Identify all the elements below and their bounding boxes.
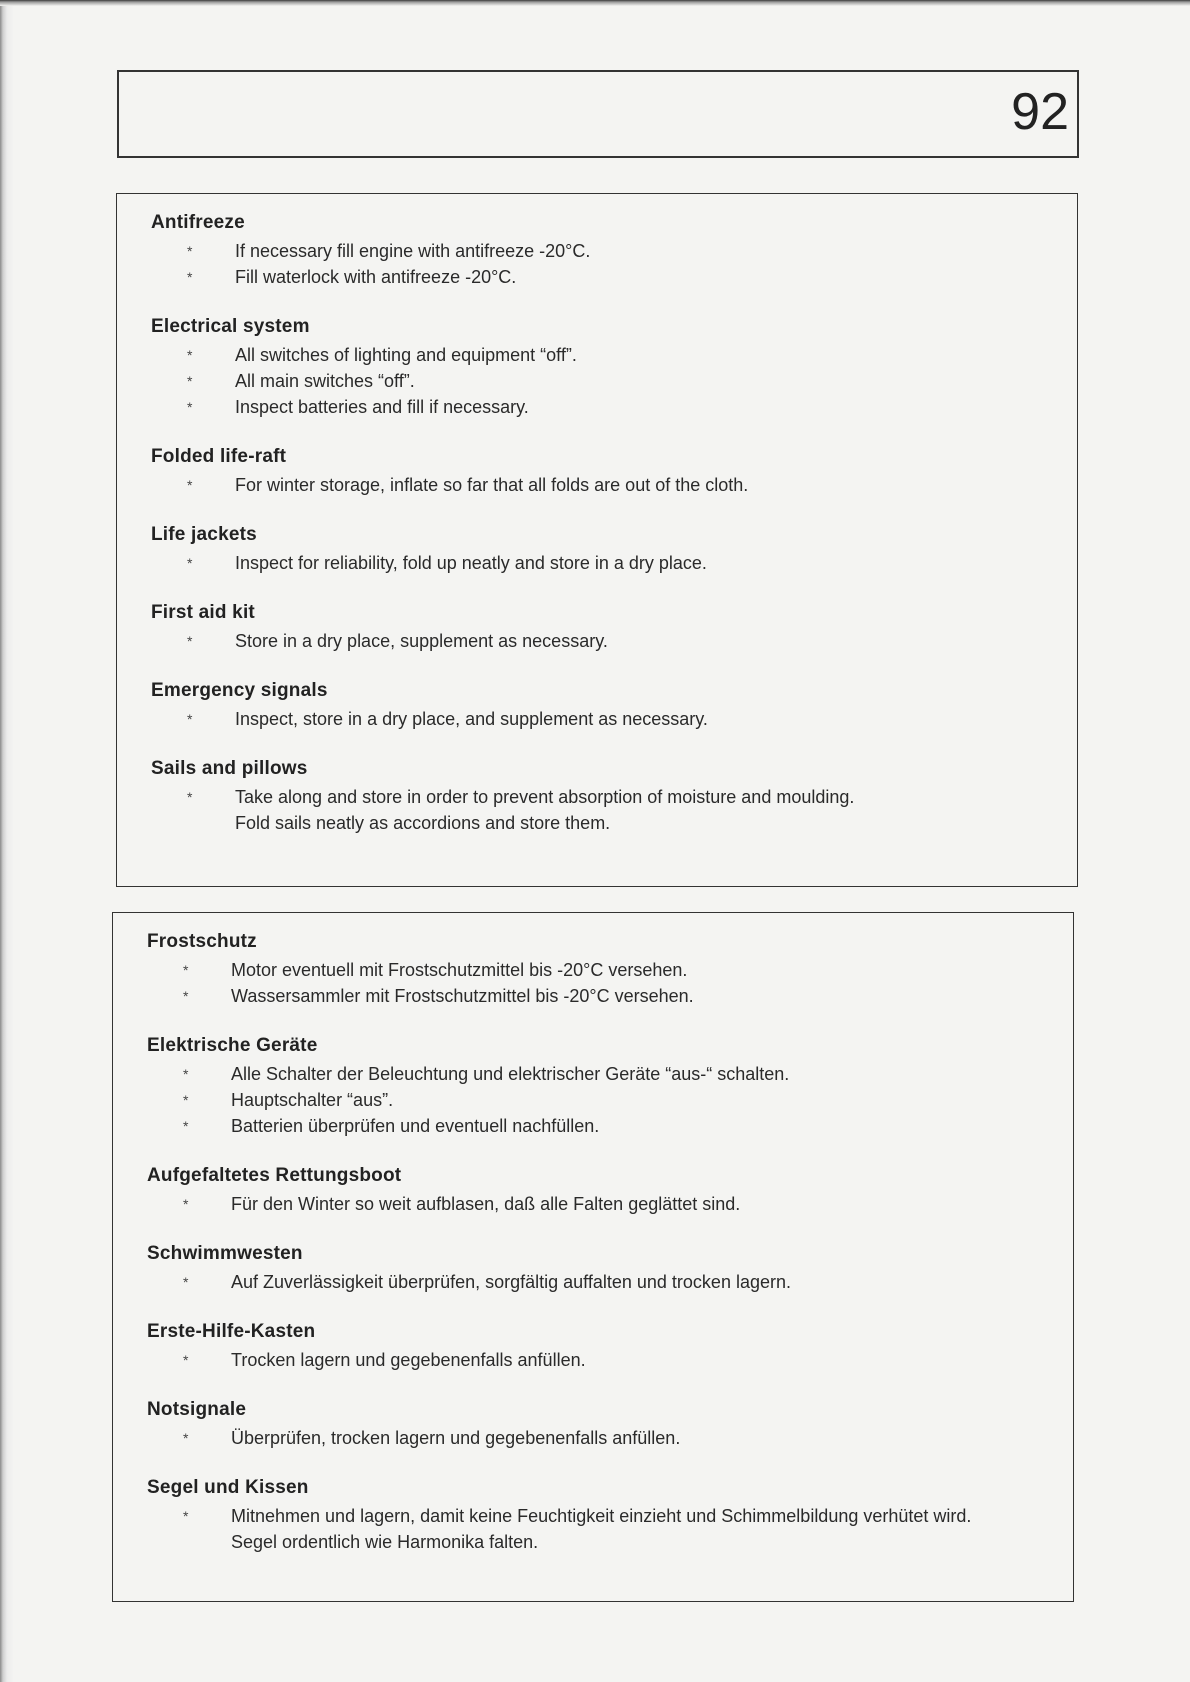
group-title: Aufgefaltetes Rettungsboot: [147, 1165, 402, 1186]
bullet-text: Segel ordentlich wie Harmonika falten.: [231, 1532, 539, 1552]
bullet-list: [151, 342, 1077, 420]
bullet-list: [151, 472, 1077, 498]
checklist-group-folded-life-raft: [151, 446, 1077, 498]
bullet-item: [147, 983, 1073, 1009]
english-section: [116, 193, 1078, 887]
bullet-text: Fill waterlock with antifreeze -20°C.: [235, 267, 517, 287]
bullet-item: [147, 1191, 1073, 1217]
bullet-text: Motor eventuell mit Frostschutzmittel bis -20°C versehen.: [231, 960, 688, 980]
bullet-item: [151, 550, 1077, 576]
checklist-group-sails-and-pillows: [151, 758, 1077, 836]
bullet-text: If necessary fill engine with antifreeze -20°C.: [235, 241, 591, 261]
bullet-list: [147, 1269, 1073, 1295]
checklist-group-first-aid-kit: [151, 602, 1077, 654]
checklist-group-erste-hilfe-kasten: [147, 1321, 1073, 1373]
bullet-text: Store in a dry place, supplement as necessary.: [235, 631, 608, 651]
bullet-text: Hauptschalter “aus”.: [231, 1090, 394, 1110]
asterisk-bullet-icon: *: [183, 1508, 189, 1524]
group-title: Erste-Hilfe-Kasten: [147, 1321, 316, 1342]
group-title: Notsignale: [147, 1399, 247, 1420]
bullet-item: [147, 1269, 1073, 1295]
asterisk-bullet-icon: *: [183, 1352, 189, 1368]
checklist-group-life-jackets: [151, 524, 1077, 576]
checklist-group-notsignale: [147, 1399, 1073, 1451]
bullet-text: Wassersammler mit Frostschutzmittel bis -20°C versehen.: [231, 986, 694, 1006]
asterisk-bullet-icon: *: [187, 711, 193, 727]
bullet-item: [147, 1503, 1073, 1555]
asterisk-bullet-icon: *: [187, 399, 193, 415]
bullet-item: [147, 957, 1073, 983]
group-title: Segel und Kissen: [147, 1477, 309, 1498]
checklist-group-emergency-signals: [151, 680, 1077, 732]
bullet-text: All main switches “off”.: [235, 371, 415, 391]
bullet-text: Mitnehmen und lagern, damit keine Feuchtigkeit einzieht und Schimmelbildung verhütet wird.: [231, 1506, 972, 1526]
bullet-item: [151, 238, 1077, 264]
asterisk-bullet-icon: *: [183, 1066, 189, 1082]
group-title: Schwimmwesten: [147, 1243, 303, 1264]
checklist-group-frostschutz: [147, 931, 1073, 1009]
bullet-item: [151, 784, 1077, 836]
asterisk-bullet-icon: *: [187, 633, 193, 649]
bullet-item: [147, 1087, 1073, 1113]
bullet-item: [151, 264, 1077, 290]
bullet-text: Inspect, store in a dry place, and supplement as necessary.: [235, 709, 708, 729]
bullet-item: [151, 342, 1077, 368]
bullet-text: Für den Winter so weit aufblasen, daß alle Falten geglättet sind.: [231, 1194, 741, 1214]
asterisk-bullet-icon: *: [187, 347, 193, 363]
group-title: Emergency signals: [151, 680, 328, 701]
bullet-list: [147, 1503, 1073, 1555]
bullet-item: [151, 628, 1077, 654]
bullet-list: [147, 1425, 1073, 1451]
asterisk-bullet-icon: *: [183, 1092, 189, 1108]
bullet-list: [147, 1347, 1073, 1373]
bullet-text: Trocken lagern und gegebenenfalls anfüllen.: [231, 1350, 586, 1370]
bullet-text: All switches of lighting and equipment “off”.: [235, 345, 577, 365]
page-header-box: [117, 70, 1079, 158]
bullet-text: Take along and store in order to prevent absorption of moisture and moulding.: [235, 787, 855, 807]
bullet-item: [147, 1347, 1073, 1373]
bullet-list: [151, 706, 1077, 732]
checklist-group-antifreeze: [151, 212, 1077, 290]
group-title: First aid kit: [151, 602, 255, 623]
bullet-text: Inspect batteries and fill if necessary.: [235, 397, 529, 417]
bullet-list: [151, 628, 1077, 654]
asterisk-bullet-icon: *: [183, 1196, 189, 1212]
bullet-list: [151, 238, 1077, 290]
group-title: Sails and pillows: [151, 758, 308, 779]
group-title: Folded life-raft: [151, 446, 287, 467]
bullet-list: [147, 957, 1073, 1009]
group-title: Frostschutz: [147, 931, 257, 952]
bullet-item: [147, 1425, 1073, 1451]
bullet-item: [151, 706, 1077, 732]
asterisk-bullet-icon: *: [183, 962, 189, 978]
checklist-group-aufgefaltetes-rettungsboot: [147, 1165, 1073, 1217]
asterisk-bullet-icon: *: [187, 243, 193, 259]
page-edge-shadow: [0, 0, 14, 1682]
bullet-text: Inspect for reliability, fold up neatly and store in a dry place.: [235, 553, 707, 573]
asterisk-bullet-icon: *: [183, 1430, 189, 1446]
group-title: Elektrische Geräte: [147, 1035, 318, 1056]
page-top-edge: [0, 0, 1190, 6]
group-title: Electrical system: [151, 316, 310, 337]
bullet-item: [147, 1061, 1073, 1087]
bullet-item: [151, 394, 1077, 420]
bullet-text: Alle Schalter der Beleuchtung und elektrischer Geräte “aus-“ schalten.: [231, 1064, 790, 1084]
bullet-text: Überprüfen, trocken lagern und gegebenenfalls anfüllen.: [231, 1428, 681, 1448]
asterisk-bullet-icon: *: [187, 373, 193, 389]
bullet-text: For winter storage, inflate so far that all folds are out of the cloth.: [235, 475, 749, 495]
asterisk-bullet-icon: *: [187, 477, 193, 493]
checklist-group-electrical-system: [151, 316, 1077, 420]
bullet-list: [147, 1061, 1073, 1139]
asterisk-bullet-icon: *: [183, 988, 189, 1004]
group-title: Antifreeze: [151, 212, 245, 233]
bullet-list: [151, 550, 1077, 576]
asterisk-bullet-icon: *: [187, 789, 193, 805]
bullet-text: Auf Zuverlässigkeit überprüfen, sorgfältig auffalten und trocken lagern.: [231, 1272, 791, 1292]
asterisk-bullet-icon: *: [183, 1118, 189, 1134]
bullet-text: Fold sails neatly as accordions and store them.: [235, 813, 611, 833]
asterisk-bullet-icon: *: [183, 1274, 189, 1290]
bullet-item: [147, 1113, 1073, 1139]
checklist-group-elektrische-geraete: [147, 1035, 1073, 1139]
bullet-text: Batterien überprüfen und eventuell nachfüllen.: [231, 1116, 600, 1136]
bullet-list: [151, 784, 1077, 836]
bullet-list: [147, 1191, 1073, 1217]
bullet-item: [151, 368, 1077, 394]
german-section: [112, 912, 1074, 1602]
group-title: Life jackets: [151, 524, 257, 545]
asterisk-bullet-icon: *: [187, 555, 193, 571]
asterisk-bullet-icon: *: [187, 269, 193, 285]
bullet-item: [151, 472, 1077, 498]
checklist-group-schwimmwesten: [147, 1243, 1073, 1295]
checklist-group-segel-und-kissen: [147, 1477, 1073, 1555]
page-number: 92: [1011, 83, 1069, 141]
